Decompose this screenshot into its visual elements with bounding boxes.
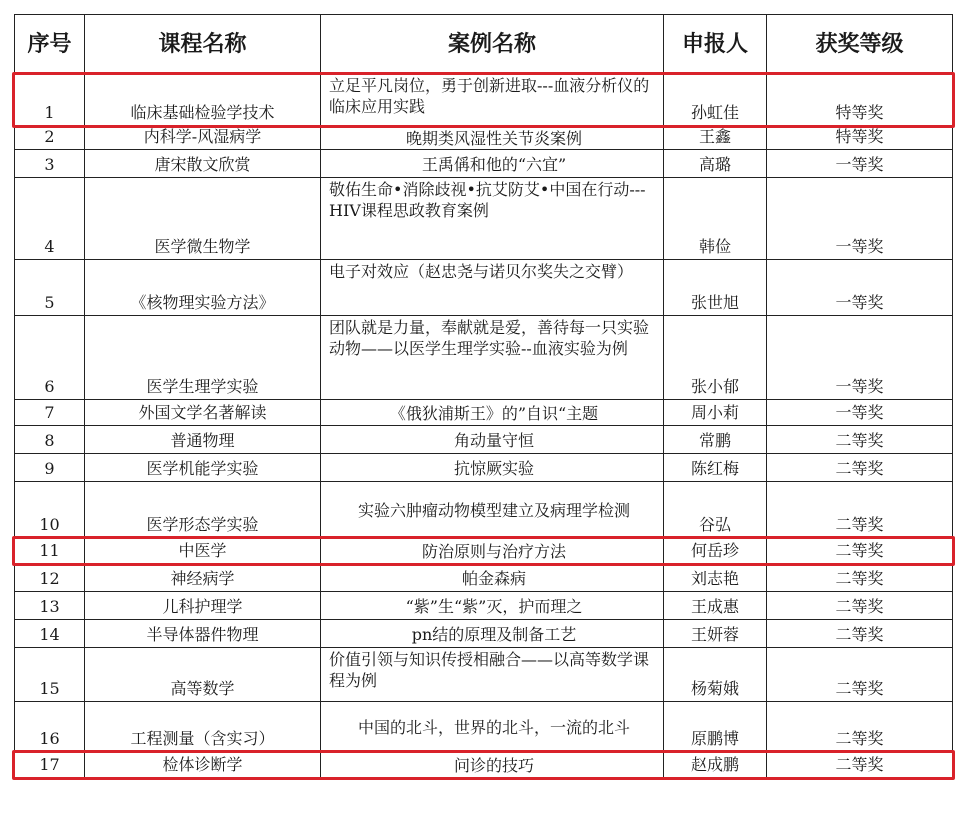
course-name-cell: 儿科护理学 [85,592,321,620]
applicant-cell: 王妍蓉 [664,620,767,648]
table-row [15,126,953,150]
table-row [15,648,953,702]
table-row [15,752,953,778]
award-level-cell: 特等奖 [767,74,953,126]
row-number: 2 [15,126,85,150]
course-name-cell: 医学机能学实验 [85,454,321,482]
case-name-cell: 敬佑生命•消除歧视•抗艾防艾•中国在行动---HIV课程思政教育案例 [321,178,664,260]
case-name-cell: 团队就是力量，奉献就是爱，善待每一只实验动物——以医学生理学实验--血液实验为例 [321,316,664,400]
course-name-cell: 内科学-风湿病学 [85,126,321,150]
row-number: 4 [15,178,85,260]
course-name-cell: 神经病学 [85,564,321,592]
case-name-cell: 电子对效应（赵忠尧与诺贝尔奖失之交臂） [321,260,664,316]
table-row [15,592,953,620]
case-name-cell: 角动量守恒 [321,426,664,454]
award-level-cell: 特等奖 [767,126,953,150]
award-level-cell: 一等奖 [767,316,953,400]
course-name-cell: 中医学 [85,538,321,564]
table-row [15,150,953,178]
award-level-cell: 二等奖 [767,592,953,620]
row-number: 16 [15,702,85,752]
applicant-cell: 何岳珍 [664,538,767,564]
table-row [15,74,953,126]
row-number: 9 [15,454,85,482]
case-name-cell: “紫”生“紫”灭，护而理之 [321,592,664,620]
row-number: 1 [15,74,85,126]
course-name-cell: 检体诊断学 [85,752,321,778]
applicant-cell: 赵成鹏 [664,752,767,778]
header-level: 获奖等级 [767,15,953,74]
award-level-cell: 一等奖 [767,400,953,426]
case-name-cell: 问诊的技巧 [321,752,664,778]
table-row [15,482,953,538]
course-name-cell: 医学微生物学 [85,178,321,260]
applicant-cell: 孙虹佳 [664,74,767,126]
applicant-cell: 谷弘 [664,482,767,538]
case-name-cell: pn结的原理及制备工艺 [321,620,664,648]
award-level-cell: 二等奖 [767,454,953,482]
row-number: 15 [15,648,85,702]
award-table [14,14,953,778]
header-case: 案例名称 [321,15,664,74]
case-name-cell: 《俄狄浦斯王》的”自识“主题 [321,400,664,426]
table-body [15,74,953,778]
course-name-cell: 《核物理实验方法》 [85,260,321,316]
header-row [15,15,953,74]
award-level-cell: 二等奖 [767,752,953,778]
case-name-cell: 立足平凡岗位，勇于创新进取---血液分析仪的临床应用实践 [321,74,664,126]
award-level-cell: 一等奖 [767,260,953,316]
table-row [15,426,953,454]
applicant-cell: 王成惠 [664,592,767,620]
course-name-cell: 外国文学名著解读 [85,400,321,426]
case-name-cell: 中国的北斗，世界的北斗，一流的北斗 [321,702,664,752]
row-number: 6 [15,316,85,400]
table-row [15,454,953,482]
applicant-cell: 原鹏博 [664,702,767,752]
award-level-cell: 一等奖 [767,178,953,260]
table-row [15,702,953,752]
course-name-cell: 医学生理学实验 [85,316,321,400]
case-name-cell: 帕金森病 [321,564,664,592]
row-number: 11 [15,538,85,564]
applicant-cell: 张小郁 [664,316,767,400]
header-applicant: 申报人 [664,15,767,74]
course-name-cell: 工程测量（含实习） [85,702,321,752]
table-row [15,260,953,316]
row-number: 7 [15,400,85,426]
case-name-cell: 抗惊厥实验 [321,454,664,482]
row-number: 8 [15,426,85,454]
table-row [15,538,953,564]
case-name-cell: 实验六肿瘤动物模型建立及病理学检测 [321,482,664,538]
applicant-cell: 高璐 [664,150,767,178]
row-number: 12 [15,564,85,592]
applicant-cell: 刘志艳 [664,564,767,592]
header-no: 序号 [15,15,85,74]
row-number: 5 [15,260,85,316]
table-row [15,620,953,648]
course-name-cell: 半导体器件物理 [85,620,321,648]
row-number: 10 [15,482,85,538]
course-name-cell: 普通物理 [85,426,321,454]
award-level-cell: 一等奖 [767,150,953,178]
award-level-cell: 二等奖 [767,564,953,592]
course-name-cell: 医学形态学实验 [85,482,321,538]
course-name-cell: 临床基础检验学技术 [85,74,321,126]
award-level-cell: 二等奖 [767,648,953,702]
table-row [15,400,953,426]
award-level-cell: 二等奖 [767,426,953,454]
table-row [15,316,953,400]
applicant-cell: 韩俭 [664,178,767,260]
applicant-cell: 周小莉 [664,400,767,426]
table-row [15,564,953,592]
row-number: 14 [15,620,85,648]
applicant-cell: 陈红梅 [664,454,767,482]
applicant-cell: 张世旭 [664,260,767,316]
case-name-cell: 王禹偁和他的“六宜” [321,150,664,178]
applicant-cell: 杨菊娥 [664,648,767,702]
header-course: 课程名称 [85,15,321,74]
applicant-cell: 王鑫 [664,126,767,150]
award-level-cell: 二等奖 [767,702,953,752]
row-number: 3 [15,150,85,178]
award-level-cell: 二等奖 [767,538,953,564]
course-name-cell: 高等数学 [85,648,321,702]
course-name-cell: 唐宋散文欣赏 [85,150,321,178]
row-number: 13 [15,592,85,620]
case-name-cell: 晚期类风湿性关节炎案例 [321,126,664,150]
case-name-cell: 防治原则与治疗方法 [321,538,664,564]
table-row [15,178,953,260]
applicant-cell: 常鹏 [664,426,767,454]
row-number: 17 [15,752,85,778]
case-name-cell: 价值引领与知识传授相融合——以高等数学课程为例 [321,648,664,702]
award-level-cell: 二等奖 [767,482,953,538]
award-level-cell: 二等奖 [767,620,953,648]
